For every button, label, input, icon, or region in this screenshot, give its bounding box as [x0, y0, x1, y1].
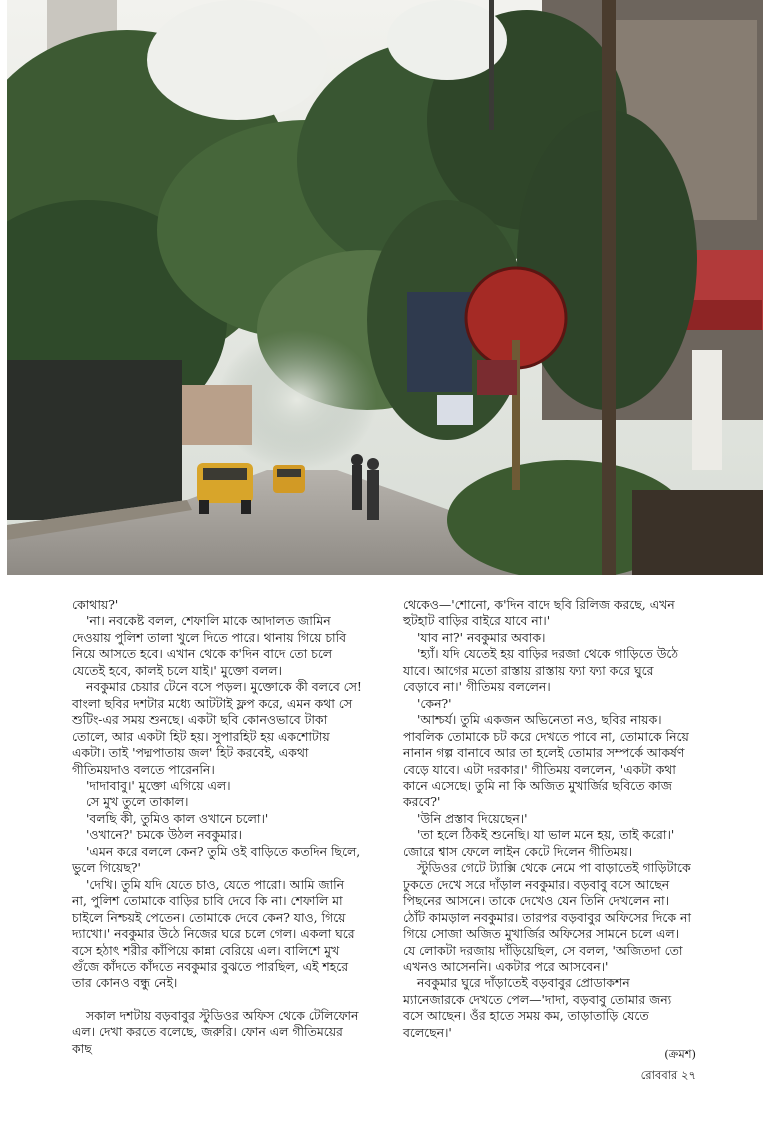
story-paragraph: কোথায়?'	[72, 597, 119, 612]
story-paragraph: 'বলছি কী, তুমিও কাল ওখানে চলো।'	[86, 810, 269, 826]
page-footer: রোববার ২৭	[640, 1068, 696, 1082]
story-paragraph: 'উনি প্রস্তাব দিয়েছেন।'	[417, 810, 528, 826]
story-paragraph: 'দেখি। তুমি যদি যেতে চাও, যেতে পারো। আমি জানি না, পুলিশ তোমাকে বাড়ির চাবি দেবে কি না। শেফালি মা চাইলে নিশ্চয়ই পেতেন। তোমাকে দেবে কেন? যাও, গিয়ে দ্যাখো।' নবকুমার উঠে নিজের ঘরে চলে গেল। একলা ঘরে বসে হঠাৎ শরীর কাঁপিয়ে কান্না বেরিয়ে এল। বালিশে মুখ গুঁজে কাঁদতে কাঁদতে নবকুমার বুঝতে পারছিল, এই শহরে তার কোনও বন্ধু নেই।	[72, 876, 355, 991]
story-paragraph: 'হ্যাঁ। যদি যেতেই হয় বাড়ির দরজা থেকে গাড়িতে উঠে যাবে। আগের মতো রাস্তায় রাস্তায় ফ্যা ফ্যা করে ঘুরে বেড়াবে না।' গীতিময় বললেন।	[403, 646, 678, 695]
story-paragraph: সকাল দশটায় বড়বাবুর স্টুডিওর অফিস থেকে টেলিফোন এল। দেখা করতে বলেছে, জরুরি। ফোন এল গীতিময়ের কাছ	[72, 1007, 359, 1056]
story-paragraph: স্টুডিওর গেটে ট্যাক্সি থেকে নেমে পা বাড়াতেই গাড়িটাকে ঢুকতে দেখে সরে দাঁড়াল নবকুমার। বড়বাবু বসে আছেন পিছনের আসনে। তাকে দেখেও যেন তিনি দেখলেন না। ঠোঁট কামড়াল নবকুমার। তারপর বড়বাবুর অফিসের দিকে না গিয়ে সোজা অজিত মুখার্জির অফিসের সামনে চলে এল। যে লোকটা দরজায় দাঁড়িয়েছিল, সে বলল, 'অজিতদা তো এখনও আসেননি। একটার পরে আসবেন।'	[403, 860, 691, 974]
story-paragraph: সে মুখ তুলে তাকাল।	[86, 794, 189, 810]
story-column-right	[403, 597, 693, 1041]
story-paragraph: 'ওখানে?' চমকে উঠল নবকুমার।	[86, 827, 242, 843]
story-column-left	[72, 597, 362, 1057]
story-paragraph: 'না। নবকেষ্ট বলল, শেফালি মাকে আদালত জামিন দেওয়ায় পুলিশ তালা খুলে দিতে পারে। থানায় গিয়ে চাবি নিয়ে আসতে হবে। এখান থেকে ক'দিন বাদে তো চলে যেতেই হবে, কালই চলে যাই।' মুক্তো বলল।	[72, 613, 347, 678]
story-paragraph: 'তা হলে ঠিকই শুনেছি। যা ভাল মনে হয়, তাই করো।' জোরে শ্বাস ফেলে লাইন কেটে দিলেন গীতিময়।	[403, 827, 675, 859]
story-paragraph: নবকুমার ঘুরে দাঁড়াতেই বড়বাবুর প্রোডাকশন ম্যানেজারকে দেখতে পেল—'দাদা, বড়বাবু তোমার জন্য বসে আছেন। ওঁর হাতে সময় কম, তাড়াতাড়ি যেতে বলেছেন।'	[403, 975, 672, 1040]
street-photo	[7, 0, 763, 575]
story-paragraph: 'যাব না?' নবকুমার অবাক।	[417, 629, 546, 645]
story-paragraph: 'আশ্চর্য। তুমি একজন অভিনেতা নও, ছবির নায়ক। পাবলিক তোমাকে চট করে দেখতে পাবে না, তোমাকে নিয়ে নানান গল্প বানাবে আর তা হলেই তোমার সম্পর্কে আকর্ষণ বেড়ে যাবে। এটা দরকার।' গীতিময় বললেন, 'একটা কথা কানে এসেছে। তুমি না কি অজিত মুখার্জির ছবিতে কাজ করবে?'	[403, 712, 689, 810]
story-paragraph: থেকেও—'শোনো, ক'দিন বাদে ছবি রিলিজ করছে, এখন হুটহাট বাড়ির বাইরে যাবে না।'	[403, 597, 675, 629]
story-paragraph: 'কেন?'	[417, 695, 452, 711]
story-paragraph: 'এমন করে বললে কেন? তুমি ওই বাড়িতে কতদিন ছিলে, ভুলে গিয়েছ?'	[72, 843, 361, 876]
story-paragraph: নবকুমার চেয়ার টেনে বসে পড়ল। মুক্তোকে কী বলবে সে! বাংলা ছবির দশটার মধ্যে আটটাই ফ্লপ করে, এমন কথা সে শুটিং-এর সময় শুনছে। একটা ছবি কোনওভাবে টাকা তোলে, আর একটা হিট হয়। সুপারহিট হয় একশোটায় একটা। তাই 'পদ্মপাতায় জল' হিট করবেই, একথা গীতিময়দাও বলতে পারেননি।	[72, 679, 362, 777]
story-paragraph: 'দাদাবাবু।' মুক্তো এগিয়ে এল।	[86, 777, 231, 793]
continued-note: (ক্রমশ)	[664, 1047, 696, 1061]
